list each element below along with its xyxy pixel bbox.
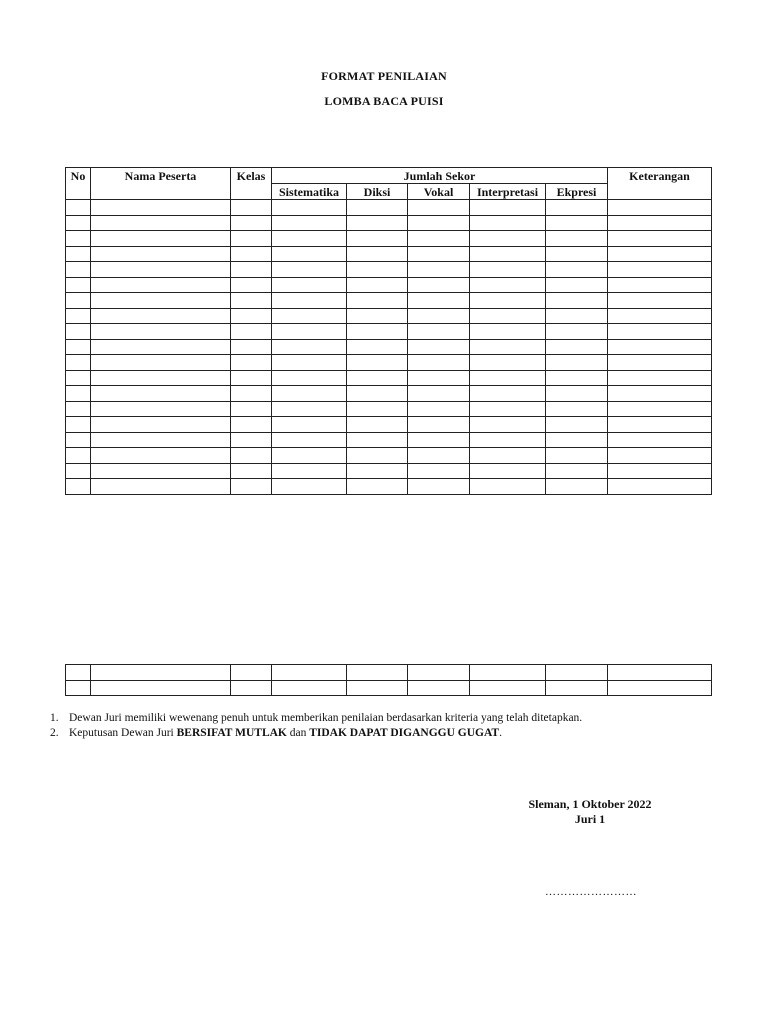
note-text-part: Dewan Juri memiliki wewenang penuh untuk memberikan penilaian berdasarkan kriteria yang telah ditetapkan. [69, 712, 583, 724]
note-item [50, 726, 582, 741]
table-cell [408, 308, 470, 324]
table-cell [272, 432, 347, 448]
table-cell [66, 231, 91, 247]
table-cell [91, 277, 231, 293]
table-row [66, 262, 712, 278]
table-cell [470, 215, 546, 231]
table-row [66, 277, 712, 293]
place-date: Sleman, 1 Oktober 2022 [528, 797, 652, 811]
header-nama-peserta: Nama Peserta [91, 168, 231, 200]
note-text-part: dan [286, 727, 310, 739]
table-cell [272, 324, 347, 340]
table-cell [546, 401, 608, 417]
table-cell [408, 370, 470, 386]
table-cell [91, 448, 231, 464]
table-cell [408, 355, 470, 371]
table-cell [546, 355, 608, 371]
signature-block [490, 797, 690, 827]
table-cell [546, 680, 608, 696]
table-cell [231, 215, 272, 231]
table-row [66, 370, 712, 386]
table-cell [66, 215, 91, 231]
table-cell [546, 308, 608, 324]
table-cell [546, 277, 608, 293]
table-cell [91, 246, 231, 262]
document-title: FORMAT PENILAIAN [321, 69, 447, 83]
table-row [66, 401, 712, 417]
note-number: 1. [50, 712, 59, 724]
table-cell [608, 231, 712, 247]
table-cell [408, 231, 470, 247]
table-cell [231, 370, 272, 386]
table-cell [470, 401, 546, 417]
table-cell [66, 432, 91, 448]
table-cell [272, 262, 347, 278]
table-row [66, 308, 712, 324]
table-cell [66, 293, 91, 309]
subheader-vokal: Vokal [408, 184, 470, 200]
table-cell [231, 355, 272, 371]
table-cell [347, 324, 408, 340]
table-cell [347, 680, 408, 696]
table-cell [546, 293, 608, 309]
table-cell [66, 401, 91, 417]
table-row [66, 386, 712, 402]
table-cell [91, 665, 231, 681]
table-cell [608, 370, 712, 386]
note-text [69, 726, 502, 741]
table-cell [470, 277, 546, 293]
table-cell [546, 215, 608, 231]
table-cell [546, 246, 608, 262]
table-cell [470, 448, 546, 464]
table-row [66, 680, 712, 696]
table-cell [408, 339, 470, 355]
table-cell [272, 417, 347, 433]
table-cell [66, 262, 91, 278]
table-cell [546, 370, 608, 386]
table-cell [470, 479, 546, 495]
table-cell [231, 680, 272, 696]
table-row [66, 355, 712, 371]
table-cell [608, 401, 712, 417]
table-cell [608, 308, 712, 324]
table-cell [272, 448, 347, 464]
table-cell [66, 479, 91, 495]
table-cell [347, 432, 408, 448]
table-cell [546, 200, 608, 216]
table-cell [272, 200, 347, 216]
table-cell [470, 355, 546, 371]
table-cell [231, 293, 272, 309]
table-cell [91, 463, 231, 479]
table-cell [408, 665, 470, 681]
table-cell [347, 448, 408, 464]
table-cell [272, 401, 347, 417]
table-cell [546, 417, 608, 433]
table-cell [272, 215, 347, 231]
table-cell [470, 200, 546, 216]
table-cell [66, 370, 91, 386]
table-cell [272, 339, 347, 355]
table-cell [66, 448, 91, 464]
table-cell [608, 386, 712, 402]
table-cell [470, 370, 546, 386]
table-row [66, 246, 712, 262]
table-cell [546, 231, 608, 247]
table-cell [347, 401, 408, 417]
table-cell [231, 448, 272, 464]
table-cell [408, 448, 470, 464]
table-cell [91, 231, 231, 247]
table-cell [470, 417, 546, 433]
table-cell [608, 215, 712, 231]
table-cell [470, 386, 546, 402]
table-cell [408, 680, 470, 696]
table-cell [272, 370, 347, 386]
table-cell [608, 463, 712, 479]
table-cell [347, 370, 408, 386]
header-kelas: Kelas [231, 168, 272, 200]
table-cell [470, 308, 546, 324]
table-cell [91, 200, 231, 216]
table-cell [408, 432, 470, 448]
header-jumlah-sekor: Jumlah Sekor [272, 168, 608, 184]
table-row [66, 231, 712, 247]
table-cell [470, 665, 546, 681]
table-cell [66, 200, 91, 216]
table-cell [91, 401, 231, 417]
subheader-interpretasi: Interpretasi [470, 184, 546, 200]
table-cell [91, 339, 231, 355]
table-cell [66, 308, 91, 324]
table-cell [231, 479, 272, 495]
note-number: 2. [50, 727, 59, 739]
subheader-ekpresi: Ekpresi [546, 184, 608, 200]
table-cell [608, 479, 712, 495]
table-cell [546, 324, 608, 340]
table-cell [231, 246, 272, 262]
note-text-part: . [499, 727, 502, 739]
table-cell [91, 293, 231, 309]
table-cell [272, 479, 347, 495]
table-cell [408, 277, 470, 293]
table-row [66, 293, 712, 309]
table-cell [66, 324, 91, 340]
table-cell [408, 386, 470, 402]
table-cell [272, 231, 347, 247]
table-cell [546, 665, 608, 681]
table-cell [231, 463, 272, 479]
table-cell [347, 231, 408, 247]
table-cell [66, 339, 91, 355]
table-cell [608, 432, 712, 448]
table-cell [91, 308, 231, 324]
header-keterangan: Keterangan [608, 168, 712, 200]
document-subtitle: LOMBA BACA PUISI [324, 94, 444, 108]
table-cell [231, 262, 272, 278]
table-cell [66, 246, 91, 262]
table-cell [546, 386, 608, 402]
table-cell [231, 231, 272, 247]
table-cell [231, 401, 272, 417]
note-text [69, 711, 582, 726]
table-cell [608, 293, 712, 309]
table-row [66, 665, 712, 681]
table-cell [91, 262, 231, 278]
table-cell [470, 339, 546, 355]
table-cell [608, 417, 712, 433]
note-item [50, 711, 582, 726]
table-cell [231, 308, 272, 324]
table-cell [347, 246, 408, 262]
subheader-sistematika: Sistematika [272, 184, 347, 200]
table-cell [91, 417, 231, 433]
table-cell [408, 479, 470, 495]
table-cell [546, 479, 608, 495]
table-cell [272, 246, 347, 262]
table-cell [608, 200, 712, 216]
table-cell [91, 370, 231, 386]
notes-list [50, 711, 582, 741]
table-cell [231, 417, 272, 433]
table-cell [91, 324, 231, 340]
table-cell [272, 386, 347, 402]
signature-line: …………………… [545, 886, 637, 898]
table-cell [66, 463, 91, 479]
table-cell [66, 277, 91, 293]
table-row [66, 200, 712, 216]
header-no: No [66, 168, 91, 200]
table-cell [608, 277, 712, 293]
table-cell [546, 432, 608, 448]
table-cell [608, 355, 712, 371]
signer-role: Juri 1 [574, 812, 606, 826]
table-cell [608, 324, 712, 340]
table-cell [91, 215, 231, 231]
table-cell [272, 355, 347, 371]
table-cell [608, 246, 712, 262]
table-cell [272, 293, 347, 309]
table-cell [347, 355, 408, 371]
table-cell [470, 680, 546, 696]
table-cell [408, 215, 470, 231]
table-cell [66, 386, 91, 402]
subheader-diksi: Diksi [347, 184, 408, 200]
table-cell [231, 200, 272, 216]
score-table-continued [65, 664, 712, 696]
table-cell [272, 277, 347, 293]
table-cell [231, 665, 272, 681]
table-row [66, 417, 712, 433]
table-cell [272, 463, 347, 479]
table-cell [347, 308, 408, 324]
table-row [66, 324, 712, 340]
table-cell [66, 680, 91, 696]
table-cell [347, 463, 408, 479]
score-table [65, 167, 712, 495]
table-cell [91, 680, 231, 696]
table-cell [231, 432, 272, 448]
table-cell [546, 262, 608, 278]
table-cell [608, 448, 712, 464]
table-cell [470, 463, 546, 479]
table-cell [231, 324, 272, 340]
table-cell [470, 231, 546, 247]
table-cell [231, 386, 272, 402]
table-cell [91, 432, 231, 448]
note-emphasis: BERSIFAT MUTLAK [176, 727, 287, 739]
note-text-part: Keputusan Dewan Juri [69, 727, 177, 739]
table-row [66, 339, 712, 355]
table-cell [408, 401, 470, 417]
table-cell [408, 324, 470, 340]
table-cell [66, 355, 91, 371]
table-cell [347, 215, 408, 231]
table-cell [408, 246, 470, 262]
table-cell [347, 262, 408, 278]
table-cell [347, 277, 408, 293]
table-cell [408, 262, 470, 278]
table-cell [608, 680, 712, 696]
table-cell [347, 293, 408, 309]
table-cell [91, 479, 231, 495]
note-emphasis: TIDAK DAPAT DIGANGGU GUGAT [309, 727, 500, 739]
table-cell [408, 200, 470, 216]
table-cell [66, 665, 91, 681]
table-row [66, 432, 712, 448]
table-cell [608, 665, 712, 681]
table-cell [470, 324, 546, 340]
table-cell [347, 386, 408, 402]
table-row [66, 463, 712, 479]
table-cell [347, 339, 408, 355]
table-cell [470, 432, 546, 448]
table-cell [347, 200, 408, 216]
table-cell [408, 293, 470, 309]
table-cell [546, 463, 608, 479]
table-row [66, 215, 712, 231]
table-cell [470, 246, 546, 262]
table-cell [546, 339, 608, 355]
table-cell [91, 386, 231, 402]
table-cell [91, 355, 231, 371]
table-row [66, 479, 712, 495]
table-cell [272, 308, 347, 324]
table-cell [231, 277, 272, 293]
table-row [66, 448, 712, 464]
table-cell [66, 417, 91, 433]
table-cell [470, 262, 546, 278]
table-cell [408, 463, 470, 479]
table-cell [347, 479, 408, 495]
table-cell [272, 665, 347, 681]
table-cell [470, 293, 546, 309]
table-cell [272, 680, 347, 696]
table-cell [347, 417, 408, 433]
table-cell [608, 262, 712, 278]
table-cell [608, 339, 712, 355]
table-cell [546, 448, 608, 464]
table-cell [408, 417, 470, 433]
table-cell [347, 665, 408, 681]
table-cell [231, 339, 272, 355]
